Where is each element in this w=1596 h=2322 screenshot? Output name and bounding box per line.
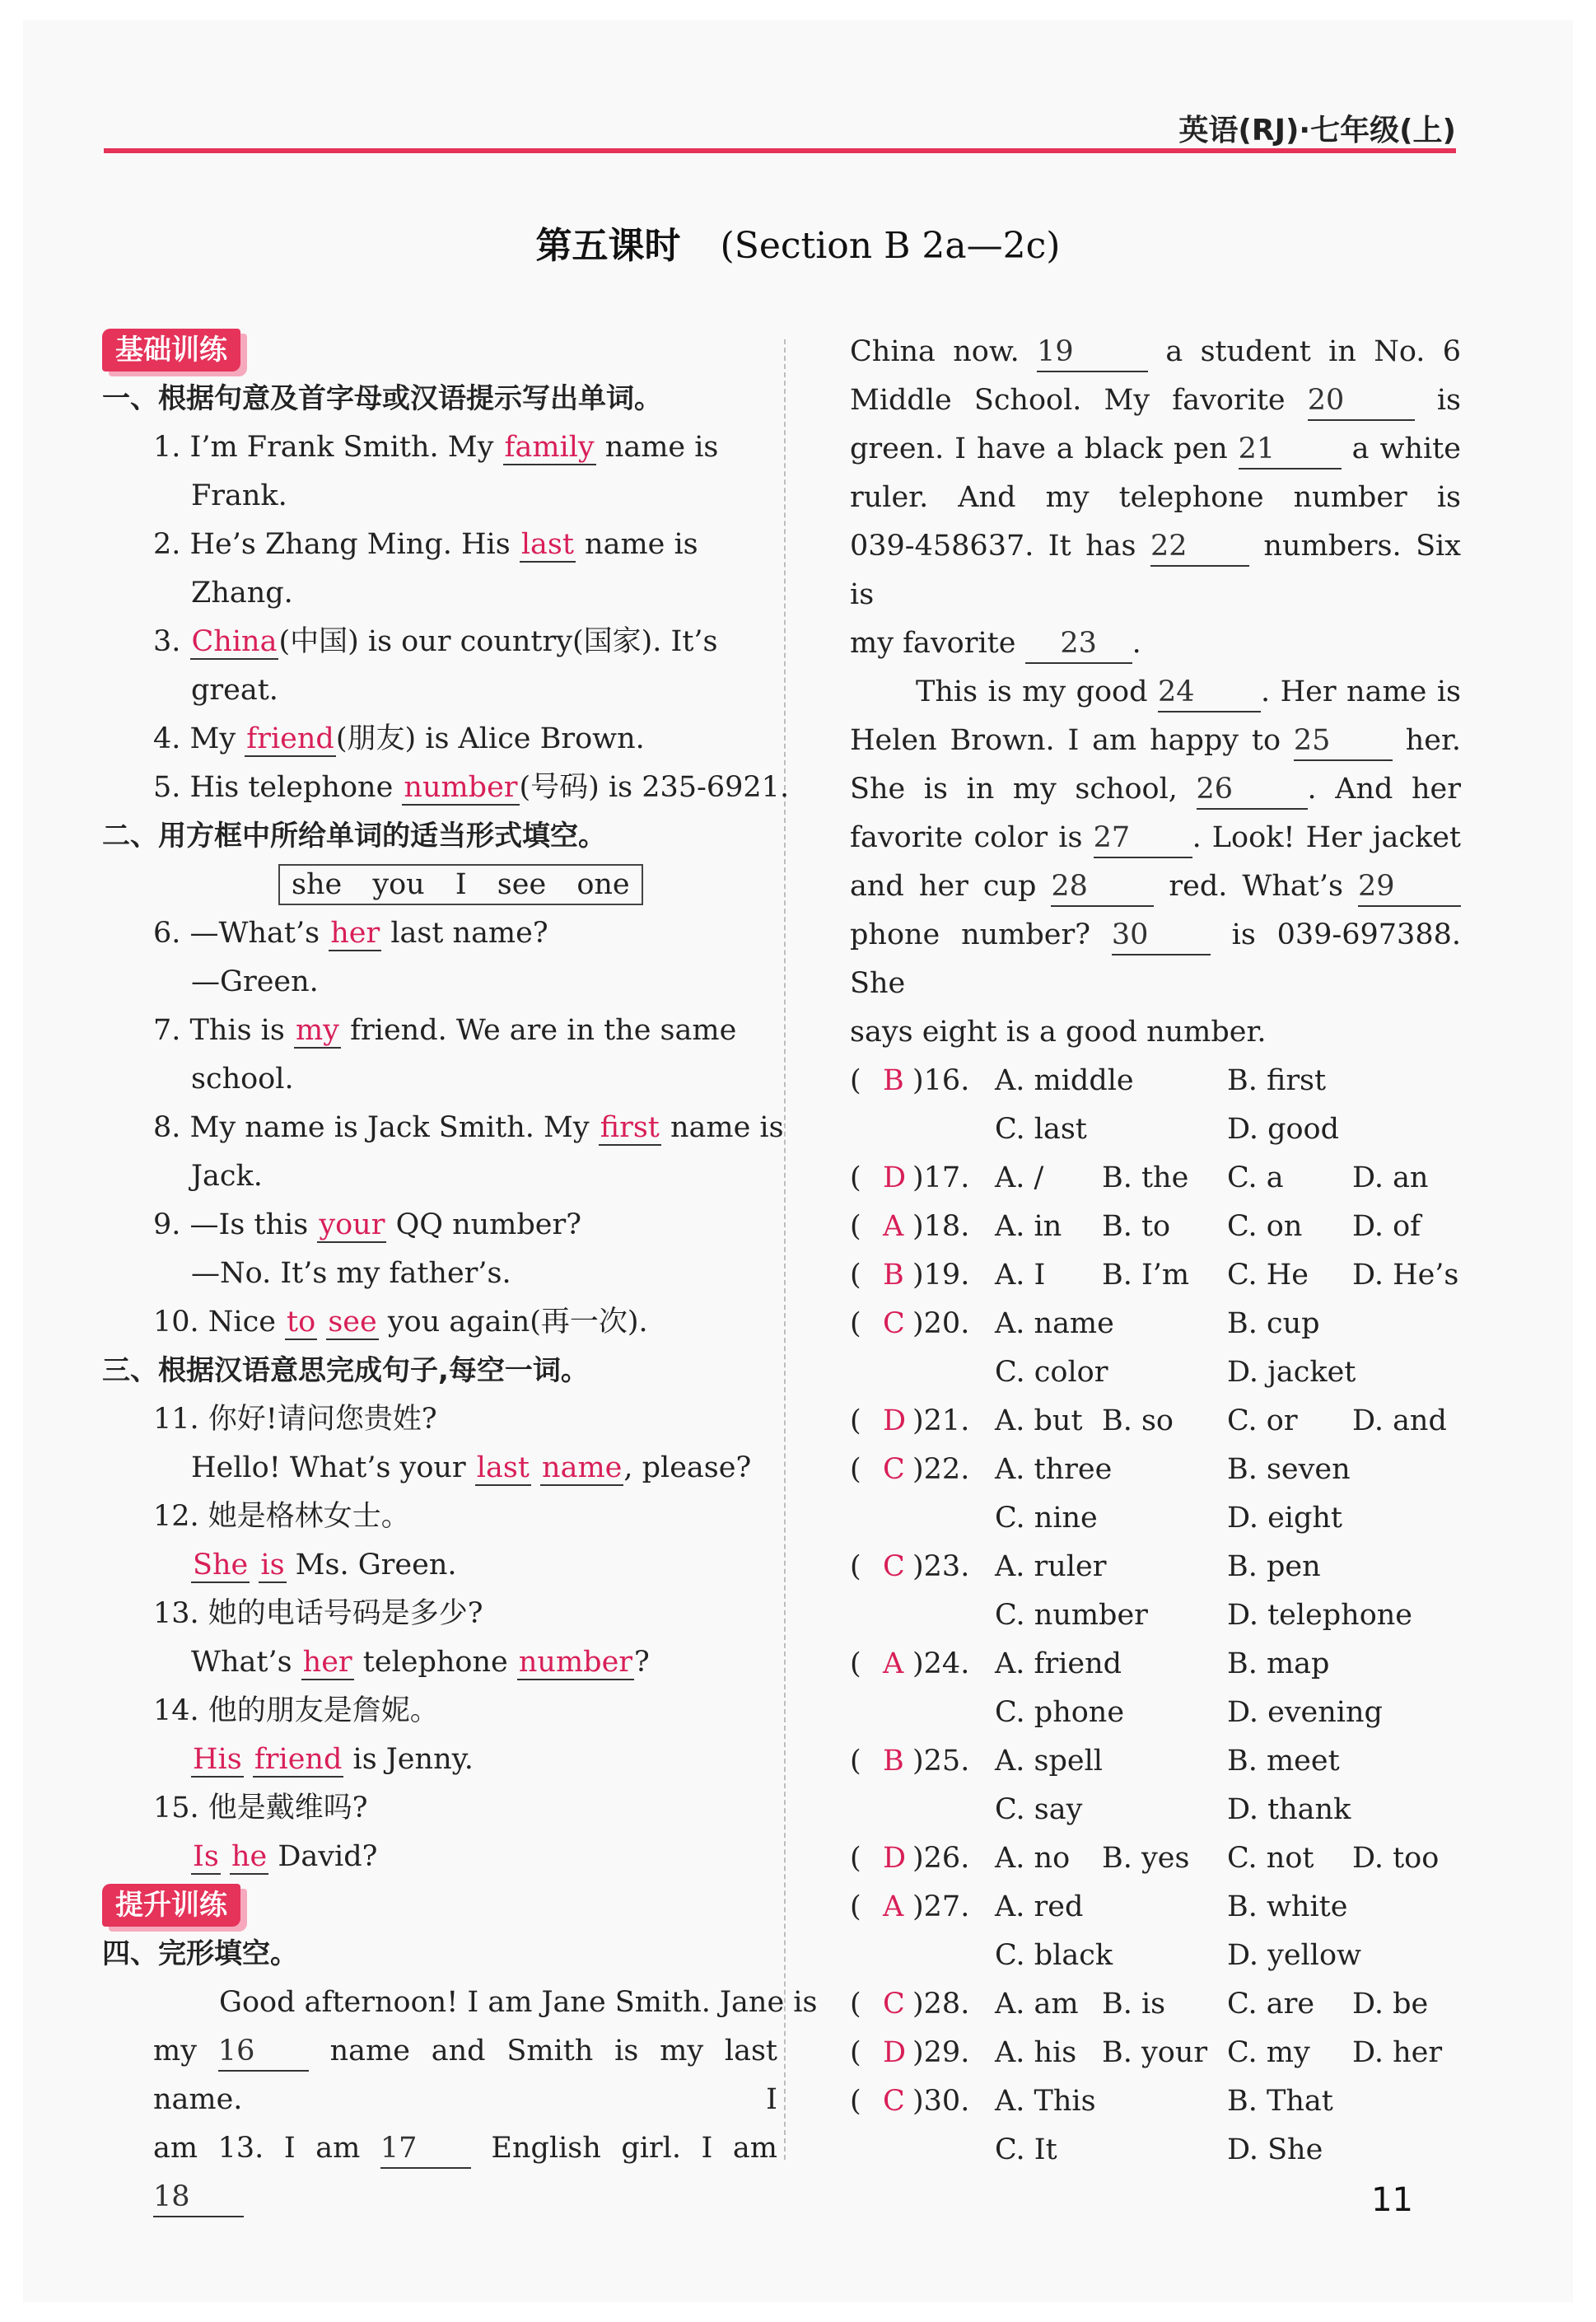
q4-text: 4. My	[153, 722, 245, 755]
cloze-line-3	[102, 2124, 777, 2222]
passage-text: . Her name is	[1261, 675, 1461, 708]
blank-26: 26	[1197, 770, 1308, 810]
q2-text-end: name is	[575, 528, 698, 561]
answer-paren: (	[850, 2036, 861, 2069]
q12-text: Ms. Green.	[286, 1549, 457, 1581]
blank-17: 17	[380, 2129, 471, 2169]
answer-paren: (	[850, 1259, 861, 1292]
passage-text: Middle School. My favorite	[850, 384, 1286, 417]
q6-text-end: last name?	[381, 917, 548, 950]
q8-text-end: name is	[660, 1111, 784, 1144]
question-number: )24.	[912, 1647, 970, 1680]
blank-16: 16	[218, 2032, 309, 2072]
blank-29: 29	[1358, 867, 1461, 907]
option-c: C. last	[995, 1113, 1087, 1146]
passage-line-3	[850, 425, 1461, 474]
passage-text: is	[1436, 384, 1461, 417]
answer-paren: (	[850, 1647, 861, 1680]
q7-text: 7. This is	[153, 1014, 294, 1047]
passage-line-10	[850, 814, 1461, 862]
question-number: )29.	[912, 2036, 970, 2069]
blank-24: 24	[1158, 673, 1261, 712]
question-10	[102, 1298, 777, 1347]
blank-25: 25	[1294, 722, 1393, 761]
answer-options	[850, 1057, 1461, 2175]
blank-18: 18	[153, 2178, 244, 2217]
q11-answer-1: last	[476, 1451, 530, 1484]
chosen-answer: B	[883, 1745, 904, 1778]
option-d: D. an	[1352, 1161, 1429, 1194]
option-c: C. not	[1227, 1842, 1314, 1875]
passage-line-1	[850, 328, 1461, 376]
page-number: 11	[1371, 2181, 1413, 2219]
passage-line-12	[850, 911, 1461, 1008]
option-b: B. pen	[1227, 1550, 1321, 1583]
question-5	[102, 764, 790, 812]
question-12-cn: 12. 她是格林女士。	[153, 1500, 410, 1533]
option-row	[850, 1154, 1461, 1203]
option-c: C. my	[1227, 2036, 1310, 2069]
question-1	[102, 423, 777, 472]
passage-text: green. I have a black pen	[850, 432, 1228, 465]
question-15-cn: 15. 他是戴维吗?	[153, 1792, 368, 1824]
answer-paren: (	[850, 1550, 861, 1583]
q5-text-end: (号码) is 235-6921.	[519, 771, 790, 804]
option-a: A. his	[995, 2036, 1077, 2069]
question-8-cont: Jack.	[191, 1160, 263, 1193]
option-row	[850, 1057, 1461, 1105]
option-a: A. friend	[995, 1647, 1122, 1680]
option-b: B. cup	[1227, 1307, 1320, 1340]
option-row	[850, 1203, 1461, 1251]
option-c: C. or	[1227, 1404, 1298, 1437]
passage-line-5	[850, 522, 1461, 619]
option-c: C. nine	[995, 1502, 1098, 1535]
option-b: B. meet	[1227, 1745, 1340, 1778]
option-d: D. telephone	[1227, 1599, 1413, 1632]
passage-text: . And her	[1307, 773, 1461, 806]
q11-answer-2: name	[542, 1451, 623, 1484]
option-b: B. the	[1102, 1161, 1189, 1194]
question-13	[102, 1638, 777, 1687]
option-c: C. a	[1227, 1161, 1284, 1194]
left-column	[102, 326, 818, 2222]
option-row	[850, 1300, 1461, 1348]
question-9-reply: —No. It’s my father’s.	[191, 1257, 511, 1290]
q1-text-end: name is	[595, 431, 719, 464]
passage-line-13: says eight is a good number.	[850, 1016, 1267, 1049]
option-d: D. evening	[1227, 1696, 1383, 1729]
q12-answer-1: She	[193, 1549, 249, 1581]
option-row-cont	[850, 1591, 1461, 1640]
question-2-cont: Zhang.	[191, 577, 293, 610]
q13-text-mid: telephone	[353, 1646, 517, 1679]
option-b: B. first	[1227, 1064, 1327, 1097]
chosen-answer: C	[883, 1988, 905, 2021]
q15-text: David?	[268, 1840, 378, 1873]
passage-text: is 039-697388. She	[850, 918, 1461, 1000]
option-row-cont	[850, 1932, 1461, 1980]
option-c: C. It	[995, 2133, 1057, 2166]
passage-text: 039-458637. It has	[850, 530, 1136, 563]
option-c: C. phone	[995, 1696, 1125, 1729]
option-a: A. ruler	[995, 1550, 1107, 1583]
q14-answer-2: friend	[254, 1743, 343, 1776]
question-number: )17.	[912, 1161, 970, 1194]
blank-23: 23	[1025, 624, 1132, 664]
q10-answer-2: see	[328, 1306, 377, 1339]
option-row	[850, 2077, 1461, 2126]
answer-paren: (	[850, 1988, 861, 2021]
option-d: D. eight	[1227, 1502, 1342, 1535]
option-c: C. say	[995, 1793, 1083, 1826]
option-b: B. That	[1227, 2085, 1333, 2118]
q1-answer: family	[504, 431, 595, 464]
option-b: B. yes	[1102, 1842, 1190, 1875]
chosen-answer: B	[883, 1259, 904, 1292]
q2-text: 2. He’s Zhang Ming. His	[153, 528, 520, 561]
chosen-answer: A	[883, 1210, 904, 1243]
answer-paren: (	[850, 2085, 861, 2118]
q14-text: is Jenny.	[343, 1743, 474, 1776]
option-row	[850, 1737, 1461, 1786]
blank-22: 22	[1150, 527, 1249, 567]
option-c: C. on	[1227, 1210, 1303, 1243]
option-d: D. jacket	[1227, 1356, 1356, 1389]
option-b: B. so	[1102, 1404, 1174, 1437]
cloze-text: English girl. I am	[491, 2132, 777, 2165]
passage-text: a student in No. 6	[1165, 335, 1461, 368]
q3-answer: China	[191, 625, 278, 658]
blank-19: 19	[1037, 333, 1148, 372]
answer-paren: (	[850, 1064, 861, 1097]
q13-text-end: ?	[634, 1646, 650, 1679]
chosen-answer: C	[883, 1550, 905, 1583]
chosen-answer: C	[883, 1453, 905, 1486]
option-row-cont	[850, 1105, 1461, 1154]
q7-answer: my	[295, 1014, 339, 1047]
option-b: B. seven	[1227, 1453, 1351, 1486]
answer-paren: (	[850, 1404, 861, 1437]
option-d: D. He’s	[1352, 1259, 1459, 1292]
q2-answer: last	[520, 528, 574, 561]
cloze-line-2	[102, 2027, 777, 2124]
option-c: C. are	[1227, 1988, 1315, 2021]
section-3-heading: 三、根据汉语意思完成句子,每空一词。	[102, 1354, 589, 1387]
question-6-reply: —Green.	[191, 965, 319, 998]
q15-answer-2: he	[231, 1840, 268, 1873]
option-row-cont	[850, 1494, 1461, 1543]
blank-21: 21	[1239, 430, 1342, 470]
blank-20: 20	[1308, 381, 1415, 421]
option-b: B. is	[1102, 1988, 1166, 2021]
blank-28: 28	[1051, 867, 1154, 907]
passage-line-9	[850, 765, 1461, 814]
option-row-cont	[850, 2126, 1461, 2175]
question-6	[102, 909, 777, 958]
question-number: )27.	[912, 1890, 970, 1923]
q1-text: 1. I’m Frank Smith. My	[153, 431, 503, 464]
option-a: A. /	[995, 1161, 1044, 1194]
cloze-line-1: Good afternoon! I am Jane Smith. Jane is	[219, 1986, 818, 2019]
answer-paren: (	[850, 1307, 861, 1340]
option-c: C. color	[995, 1356, 1108, 1389]
option-row	[850, 1980, 1461, 2029]
q5-answer: number	[404, 771, 518, 804]
option-row	[850, 1446, 1461, 1494]
q13-answer-2: number	[518, 1646, 633, 1679]
answer-paren: (	[850, 1210, 861, 1243]
option-row	[850, 2029, 1461, 2077]
question-3-cont: great.	[191, 674, 278, 707]
column-divider	[784, 339, 786, 2160]
q10-text: 10. Nice	[153, 1306, 286, 1339]
badge-advanced: 提升训练	[102, 1884, 240, 1927]
question-number: )18.	[912, 1210, 970, 1243]
q9-text-end: QQ number?	[386, 1208, 581, 1241]
question-4	[102, 715, 777, 764]
q3-text: (中国) is our country(国家). It’s	[278, 625, 718, 658]
answer-paren: (	[850, 1842, 861, 1875]
passage-text: red. What’s	[1169, 870, 1343, 903]
q4-answer: friend	[246, 722, 334, 755]
question-number: )19.	[912, 1259, 970, 1292]
lesson-title	[0, 216, 1596, 269]
option-row	[850, 1543, 1461, 1591]
blank-30: 30	[1112, 916, 1211, 955]
answer-paren: (	[850, 1745, 861, 1778]
option-row	[850, 1834, 1461, 1883]
chosen-answer: C	[883, 2085, 905, 2118]
q8-answer: first	[600, 1111, 660, 1144]
question-7	[102, 1007, 777, 1055]
option-row	[850, 1397, 1461, 1446]
q6-text: 6. —What’s	[153, 917, 329, 950]
q7-text-end: friend. We are in the same	[340, 1014, 737, 1047]
question-14	[102, 1736, 777, 1784]
option-row-cont	[850, 1348, 1461, 1397]
chosen-answer: A	[883, 1647, 904, 1680]
option-a: A. This	[995, 2085, 1096, 2118]
section-4-heading: 四、完形填空。	[102, 1937, 298, 1970]
question-number: )30.	[912, 2085, 970, 2118]
option-d: D. her	[1352, 2036, 1443, 2069]
question-number: )28.	[912, 1988, 970, 2021]
q10-text-end: you again(再一次).	[378, 1306, 648, 1339]
chosen-answer: A	[883, 1890, 904, 1923]
question-13-cn: 13. 她的电话号码是多少?	[153, 1597, 483, 1630]
option-row-cont	[850, 1786, 1461, 1834]
option-b: B. to	[1102, 1210, 1171, 1243]
badge-basic: 基础训练	[102, 329, 240, 371]
question-number: )26.	[912, 1842, 970, 1875]
option-a: A. three	[995, 1453, 1113, 1486]
answer-paren: (	[850, 1890, 861, 1923]
question-number: )23.	[912, 1550, 970, 1583]
option-row	[850, 1640, 1461, 1689]
option-d: D. thank	[1227, 1793, 1351, 1826]
passage-text: Helen Brown. I am happy to	[850, 724, 1281, 757]
option-b: B. I’m	[1102, 1259, 1190, 1292]
passage-line-6	[850, 619, 1461, 668]
chosen-answer: D	[883, 1161, 907, 1194]
option-c: C. black	[995, 1939, 1113, 1972]
question-number: )25.	[912, 1745, 970, 1778]
question-8	[102, 1104, 784, 1152]
chosen-answer: C	[883, 1307, 905, 1340]
option-a: A. red	[995, 1890, 1084, 1923]
q11-text-end: , please?	[623, 1451, 752, 1484]
book-header: 英语(RJ)·七年级(上)	[1178, 114, 1456, 147]
option-a: A. name	[995, 1307, 1114, 1340]
q10-answer-1: to	[287, 1306, 316, 1339]
question-15	[102, 1833, 777, 1881]
option-d: D. and	[1352, 1404, 1447, 1437]
q9-answer: your	[319, 1208, 385, 1241]
question-11	[102, 1444, 777, 1493]
passage-text: . Look! Her jacket	[1192, 821, 1461, 854]
question-12	[102, 1541, 777, 1590]
header-rule	[104, 148, 1456, 153]
option-row-cont	[850, 1689, 1461, 1737]
option-a: A. no	[995, 1842, 1071, 1875]
option-a: A. I	[995, 1259, 1046, 1292]
chosen-answer: B	[883, 1064, 904, 1097]
passage-text: favorite color is	[850, 821, 1083, 854]
word-box-row	[102, 861, 777, 909]
question-number: )21.	[912, 1404, 970, 1437]
q13-text: What’s	[191, 1646, 301, 1679]
option-d: D. of	[1352, 1210, 1421, 1243]
passage-text: China now.	[850, 335, 1020, 368]
q4-text-end: (朋友) is Alice Brown.	[335, 722, 645, 755]
question-1-cont: Frank.	[191, 479, 287, 512]
question-3	[102, 618, 777, 666]
option-row	[850, 1251, 1461, 1300]
passage-text: This is my good	[916, 675, 1148, 708]
option-d: D. too	[1352, 1842, 1440, 1875]
chosen-answer: D	[883, 1404, 907, 1437]
q9-text: 9. —Is this	[153, 1208, 318, 1241]
section-2-heading: 二、用方框中所给单词的适当形式填空。	[102, 820, 606, 853]
option-a: A. but	[995, 1404, 1083, 1437]
option-row	[850, 1883, 1461, 1932]
passage-text: phone number?	[850, 918, 1090, 951]
q5-text: 5. His telephone	[153, 771, 403, 804]
question-14-cn: 14. 他的朋友是詹妮。	[153, 1694, 439, 1727]
passage-text: her.	[1405, 724, 1461, 757]
blank-27: 27	[1094, 819, 1192, 858]
option-d: D. good	[1227, 1113, 1340, 1146]
option-c: C. number	[995, 1599, 1148, 1632]
option-a: A. spell	[995, 1745, 1103, 1778]
option-d: D. yellow	[1227, 1939, 1361, 1972]
option-b: B. white	[1227, 1890, 1348, 1923]
passage-text: my favorite	[850, 627, 1016, 660]
passage-line-4: ruler. And my telephone number is	[850, 481, 1461, 514]
right-column	[850, 328, 1461, 2175]
option-b: B. map	[1227, 1647, 1330, 1680]
question-number: )20.	[912, 1307, 970, 1340]
option-a: A. am	[995, 1988, 1079, 2021]
q6-answer: her	[330, 917, 380, 950]
cloze-text: name and Smith is my last name. I	[153, 2035, 777, 2116]
q11-text: Hello! What’s your	[191, 1451, 475, 1484]
passage-line-11	[850, 862, 1461, 911]
cloze-text: am 13. I am	[153, 2132, 361, 2165]
question-2	[102, 521, 777, 569]
q3-number: 3.	[153, 625, 190, 658]
passage-line-8	[850, 717, 1461, 765]
q14-answer-1: His	[193, 1743, 242, 1776]
option-c: C. He	[1227, 1259, 1309, 1292]
q12-answer-2: is	[260, 1549, 285, 1581]
lesson-title-en: (Section B 2a—2c)	[720, 225, 1061, 267]
lesson-title-cn: 第五课时	[535, 225, 681, 267]
question-number: )22.	[912, 1453, 970, 1486]
chosen-answer: D	[883, 1842, 907, 1875]
passage-text: .	[1132, 627, 1141, 660]
q15-answer-1: Is	[193, 1840, 219, 1873]
answer-paren: (	[850, 1161, 861, 1194]
cloze-text: my	[153, 2035, 197, 2067]
q13-answer-1: her	[302, 1646, 352, 1679]
answer-paren: (	[850, 1453, 861, 1486]
passage-line-7	[850, 668, 1461, 717]
q8-text: 8. My name is Jack Smith. My	[153, 1111, 599, 1144]
section-1-heading: 一、根据句意及首字母或汉语提示写出单词。	[102, 382, 662, 415]
option-d: D. She	[1227, 2133, 1323, 2166]
option-b: B. your	[1102, 2036, 1208, 2069]
word-box: she you I see one	[278, 864, 643, 905]
question-9	[102, 1201, 777, 1250]
option-a: A. in	[995, 1210, 1062, 1243]
question-number: )16.	[912, 1064, 970, 1097]
passage-line-2	[850, 376, 1461, 425]
passage-text: a white	[1351, 432, 1461, 465]
chosen-answer: D	[883, 2036, 907, 2069]
passage-text: and her cup	[850, 870, 1037, 903]
passage-text: numbers. Six is	[850, 530, 1461, 611]
question-11-cn: 11. 你好!请问您贵姓?	[153, 1403, 437, 1436]
passage-text: She is in my school,	[850, 773, 1178, 806]
option-d: D. be	[1352, 1988, 1429, 2021]
question-7-cont: school.	[191, 1063, 294, 1096]
option-a: A. middle	[995, 1064, 1134, 1097]
